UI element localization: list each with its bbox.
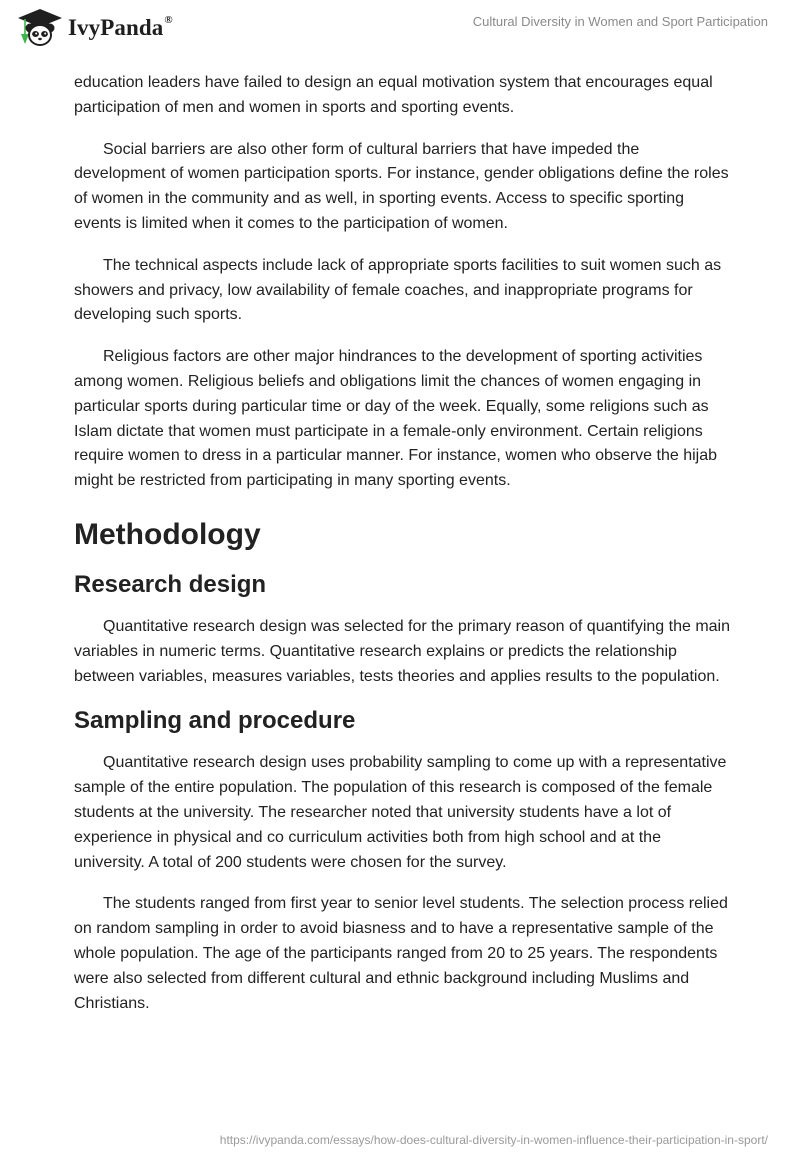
brand-logo[interactable] xyxy=(16,8,173,48)
source-url[interactable]: https://ivypanda.com/essays/how-does-cultural-diversity-in-women-influence-their-participation-in-sport/ xyxy=(219,1133,768,1147)
heading-sampling: Sampling and procedure xyxy=(74,707,356,735)
registered-mark: ® xyxy=(164,14,173,27)
paragraph: education leaders have failed to design an equal motivation system that encourages equal participation of men and women in sports and sporting events. xyxy=(74,74,713,116)
paragraph: The students ranged from first year to senior level students. The selection process relied on random sampling in order to avoid biasness and to have a representative sample of the whole population. The age of the participants ranged from 20 to 25 years. The respondents were also selected from different cultural and ethnic background including Muslims and Christians. xyxy=(74,895,728,1012)
heading-methodology: Methodology xyxy=(74,517,261,551)
paragraph: Religious factors are other major hindrances to the development of sporting activities among women. Religious beliefs and obligations limit the chances of women engaging in particular sports during particular time or day of the week. Equally, some religions such as Islam dictate that women must participate in a female-only environment. Certain religions require women to dress in a particular manner. For instance, women who observe the hijab might be restricted from participating in many sporting events. xyxy=(74,348,717,490)
paragraph: Quantitative research design uses probability sampling to come up with a representative sample of the entire population. The population of this research is composed of the female students at the university. The researcher noted that university students have a lot of experience in physical and co curriculum activities both from high school and at the university. A total of 200 students were chosen for the survey. xyxy=(74,754,727,871)
panda-graduate-icon xyxy=(16,8,64,48)
paragraph: Quantitative research design was selected for the primary reason of quantifying the main variables in numeric terms. Quantitative research explains or predicts the relationship between variables, measures variables, tests theories and applies results to the population. xyxy=(74,617,730,685)
brand-name xyxy=(68,15,173,41)
page-header xyxy=(0,0,800,66)
paragraph: The technical aspects include lack of appropriate sports facilities to suit women such as showers and privacy, low availability of female coaches, and inappropriate programs for developing such sports. xyxy=(74,256,722,324)
essay-content xyxy=(74,71,734,1033)
brand-name-text: IvyPanda xyxy=(68,15,164,40)
heading-research-design: Research design xyxy=(74,570,267,598)
document-title: Cultural Diversity in Women and Sport Participation xyxy=(472,14,768,29)
paragraph: Social barriers are also other form of cultural barriers that have impeded the development of women participation sports. For instance, gender obligations define the roles of women in the community and as well, in sporting events. Access to specific sporting events is limited when it comes to the participation of women. xyxy=(74,140,729,232)
